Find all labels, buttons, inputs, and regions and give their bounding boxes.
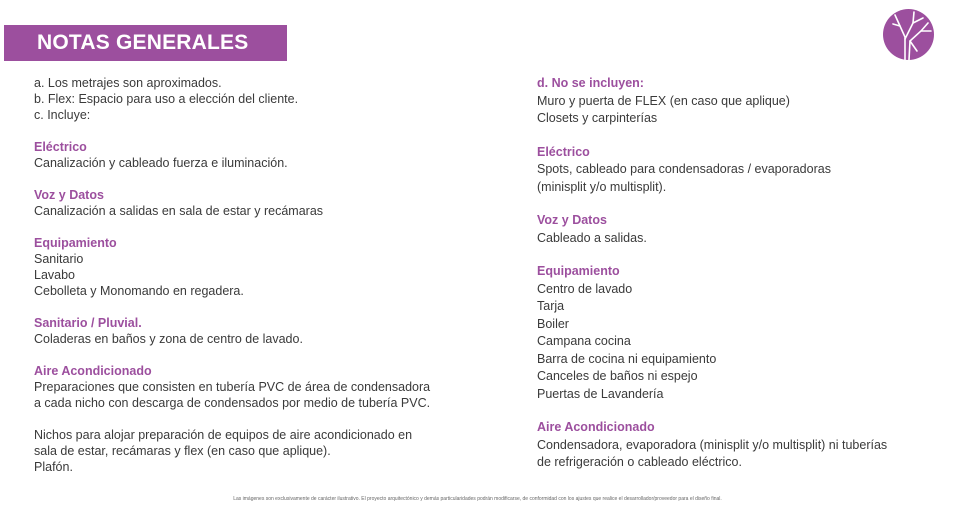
section-heading: Sanitario / Pluvial. (34, 316, 142, 330)
section-line: Canalización a salidas en sala de estar y recámaras (34, 204, 324, 218)
left-column (34, 75, 504, 475)
section-line: Closets y carpinterías (537, 111, 658, 125)
section-line: Centro de lavado (537, 281, 633, 296)
section-line: de refrigeración o cableado eléctrico. (537, 455, 742, 469)
section-line: Cableado a salidas. (537, 230, 647, 245)
section-heading: Eléctrico (34, 140, 87, 154)
section-equipamiento (34, 235, 504, 299)
section-heading: Equipamiento (34, 236, 117, 250)
section-line: Muro y puerta de FLEX (en caso que aplique) (537, 93, 790, 108)
intro-line: b. Flex: Espacio para uso a elección del cliente. (34, 92, 299, 106)
section-heading: Aire Acondicionado (537, 420, 655, 434)
section-heading: Eléctrico (537, 144, 590, 159)
extra-line: sala de estar, recámaras y flex (en caso que aplique). (34, 444, 331, 458)
section-line: Boiler (537, 316, 569, 331)
section-line: Puertas de Lavandería (537, 386, 664, 401)
section-line: (minisplit y/o multisplit). (537, 179, 667, 194)
section-heading: Voz y Datos (537, 213, 607, 227)
section-voz-datos (537, 212, 947, 247)
section-equipamiento (537, 263, 947, 403)
extra-line: Nichos para alojar preparación de equipos de aire acondicionado en (34, 428, 413, 442)
tree-logo-icon (883, 9, 934, 60)
section-line: Coladeras en baños y zona de centro de lavado. (34, 332, 303, 346)
section-line: Tarja (537, 299, 565, 313)
section-line: Barra de cocina ni equipamiento (537, 351, 717, 366)
section-voz-datos (34, 187, 504, 219)
extra-line: Plafón. (34, 460, 73, 474)
section-line: Campana cocina (537, 334, 631, 348)
intro-line: a. Los metrajes son aproximados. (34, 76, 222, 90)
section-aire-acondicionado (34, 363, 504, 411)
section-line: Condensadora, evaporadora (minisplit y/o multisplit) ni tuberías (537, 437, 888, 452)
intro-list (34, 75, 504, 123)
section-heading: Aire Acondicionado (34, 364, 152, 378)
section-heading: Voz y Datos (34, 188, 104, 202)
section-aire-acondicionado (537, 419, 947, 472)
section-line: a cada nicho con descarga de condensados por medio de tubería PVC. (34, 396, 431, 410)
page-title: NOTAS GENERALES (4, 25, 287, 61)
disclaimer-footer: Las imágenes son exclusivamente de carácter ilustrativo. El proyecto arquitectónico y demás particularidades podrán modificarse, de conformidad con los ajustes que realice el desarrollador/proveedor para el diseño final. (233, 496, 722, 502)
section-line: Lavabo (34, 268, 76, 282)
right-column (537, 75, 947, 472)
section-sanitario-pluvial (34, 315, 504, 347)
section-electrico (34, 139, 504, 171)
section-heading: d. No se incluyen: (537, 76, 644, 90)
extra-notes (34, 427, 504, 475)
section-electrico (537, 144, 947, 197)
section-line: Canceles de baños ni espejo (537, 369, 698, 383)
section-line: Sanitario (34, 252, 84, 266)
section-line: Canalización y cableado fuerza e iluminación. (34, 156, 288, 170)
section-line: Spots, cableado para condensadoras / evaporadoras (537, 162, 831, 176)
section-heading: Equipamiento (537, 264, 620, 278)
section-line: Preparaciones que consisten en tubería PVC de área de condensadora (34, 380, 431, 394)
section-no-incluyen (537, 75, 947, 128)
section-line: Cebolleta y Monomando en regadera. (34, 284, 244, 298)
intro-line: c. Incluye: (34, 108, 91, 122)
